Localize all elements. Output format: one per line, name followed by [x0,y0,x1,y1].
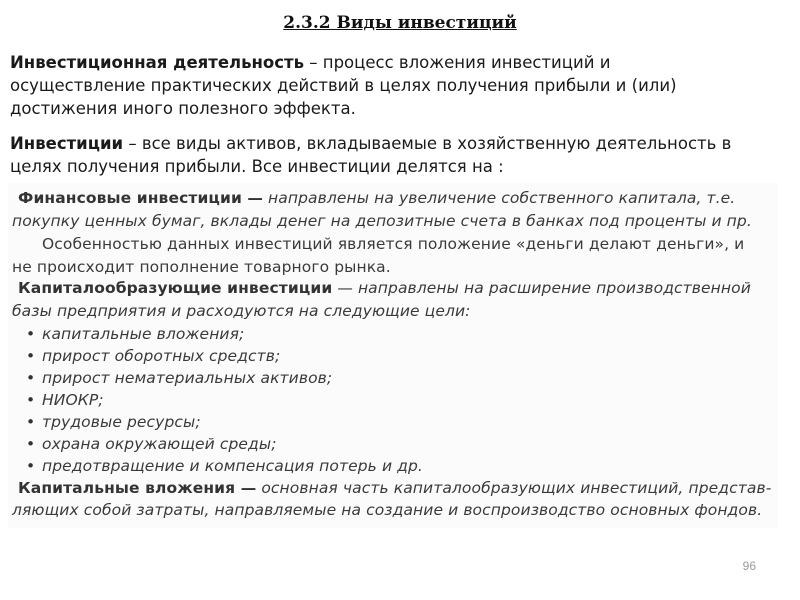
scan-line-financial-3: Особенностью данных инвестиций является положение «деньги делают деньги», и [42,235,745,253]
list-item-text: прирост нематериальных активов; [42,369,333,387]
bullet-icon: • [26,325,36,343]
term-capital-investments: Капитальные вложения — [18,479,257,497]
scan-line-financial-2: покупку ценных бумаг, вклады денег на депозитные счета в банках под проценты и пр. [12,212,752,230]
scan-line-capinv-2: ляющих собой затраты, направляемые на создание и воспроизводство основных фондов. [12,501,763,519]
list-item [26,435,277,453]
list-item [26,325,244,343]
paragraph1-line3: достижения иного полезного эффекта. [10,99,356,118]
term-investment-activity: Инвестиционная деятельность [10,53,305,72]
list-item [26,391,104,409]
scan-text: основная часть капиталообразующих инвестиций, представ- [256,479,772,497]
page-number: 96 [742,559,756,573]
paragraph2-line1: – все виды активов, вкладываемые в хозяйственную деятельность в [123,134,732,153]
paragraph-investments [10,132,790,178]
scan-text: направлены на увеличение собственного капитала, т.е. [263,189,736,207]
scan-line-financial-1 [18,189,735,207]
bullet-icon: • [26,391,36,409]
bullet-icon: • [26,347,36,365]
list-item-text: НИОКР; [42,391,104,409]
term-capital-forming-investments: Капиталообразующие инвестиции [18,279,333,297]
scan-text: — направлены на расширение производственной [332,279,751,297]
scanned-textbook-image [8,183,778,528]
slide-title: 2.3.2 Виды инвестиций [283,13,517,33]
paragraph1-line2: осуществление практических действий в целях получения прибыли и (или) [10,76,677,95]
list-item-text: прирост оборотных средств; [42,347,281,365]
bullet-icon: • [26,457,36,475]
list-item-text: предотвращение и компенсация потерь и др. [42,457,423,475]
list-item [26,347,280,365]
list-item [26,457,423,475]
scan-line-capital-2: базы предприятия и расходуются на следующие цели: [12,302,471,320]
term-investments: Инвестиции [10,134,124,153]
scan-line-financial-4: не происходит пополнение товарного рынка. [12,258,391,276]
term-financial-investments: Финансовые инвестиции — [18,189,264,207]
paragraph1-line1: – процесс вложения инвестиций и [304,53,611,72]
scan-line-capinv-1 [18,479,771,497]
paragraph-investment-activity [10,51,790,120]
list-item [26,413,201,431]
bullet-icon: • [26,435,36,453]
list-item-text: трудовые ресурсы; [42,413,201,431]
bullet-icon: • [26,413,36,431]
list-item-text: охрана окружающей среды; [42,435,277,453]
list-item [26,369,332,387]
bullet-icon: • [26,369,36,387]
scan-line-capital-1 [18,279,751,297]
paragraph2-line2: целях получения прибыли. Все инвестиции делятся на : [10,157,504,176]
list-item-text: капитальные вложения; [42,325,245,343]
